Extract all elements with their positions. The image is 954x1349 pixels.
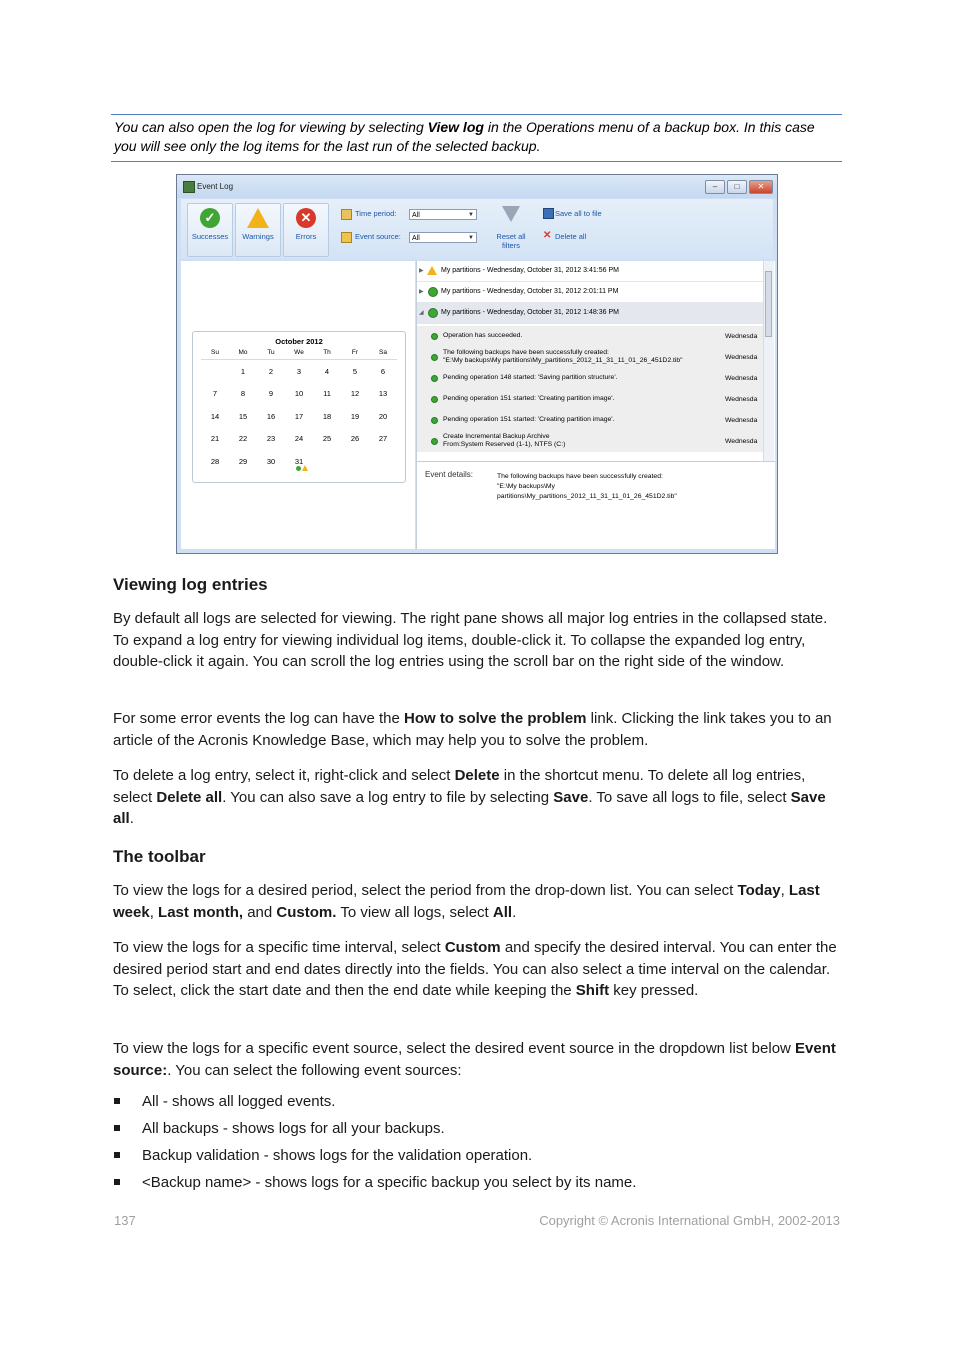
bullet-square-icon <box>114 1152 120 1158</box>
text-bold: Custom <box>444 939 501 956</box>
errors-button[interactable] <box>283 203 329 257</box>
paragraph-default-logs: By default all logs are selected for viewing. The right pane shows all major log entries in the collapsed state. To expand a log entry for viewing individual log items, double-click it. To collapse the expanded log entry, double-click it again. You can scroll the log entries using the scroll bar on the right side of the window. <box>113 610 828 670</box>
paragraph-time-period <box>113 880 841 923</box>
log-item[interactable] <box>417 368 763 390</box>
text-run: and <box>243 903 277 921</box>
note-bold-view-log: View log <box>427 119 484 135</box>
log-item-text <box>443 349 723 365</box>
text-bold: Last month, <box>158 903 244 921</box>
error-x-icon: ✕ <box>296 208 316 228</box>
log-item-date: Wednesda <box>725 354 758 361</box>
log-item-line: The following backups have been successfully created: <box>443 349 609 356</box>
expand-arrow-icon[interactable]: ▶ <box>419 289 424 295</box>
event-details-line: "E:\My backups\My <box>497 483 555 490</box>
log-item[interactable] <box>417 410 763 432</box>
calendar-day[interactable]: 20 <box>378 411 388 421</box>
weekday: Tu <box>267 349 275 356</box>
reset-filters-label-2: filters <box>502 241 520 250</box>
text-run: To view the logs for a specific time interval, select <box>113 939 445 956</box>
bullet-text: <Backup name> - shows logs for a specific backup you select by its name. <box>142 1174 637 1191</box>
bullet-square-icon <box>114 1098 120 1104</box>
log-entry-expanded[interactable] <box>417 303 763 324</box>
log-item-date: Wednesda <box>725 333 758 340</box>
calendar-day[interactable]: 25 <box>322 434 332 444</box>
text-run: in the shortcut menu. To delete all log entries, select <box>113 767 806 806</box>
calendar-day[interactable]: 22 <box>238 434 248 444</box>
log-item-line: From:System Reserved (1-1), NTFS (C:) <box>443 441 566 448</box>
event-log-window <box>176 174 778 554</box>
delete-all-link[interactable]: Delete all <box>555 232 587 241</box>
weekday: We <box>294 349 304 356</box>
log-item-text <box>443 433 723 449</box>
calendar-day[interactable]: 12 <box>350 389 360 399</box>
calendar-day[interactable]: 11 <box>323 389 331 399</box>
paragraph-how-to-solve <box>113 708 841 751</box>
log-entry-text: My partitions - Wednesday, October 31, 2012 1:48:36 PM <box>441 309 619 316</box>
text-run: . <box>512 903 517 921</box>
calendar-day[interactable]: 3 <box>296 366 302 376</box>
log-item-date: Wednesda <box>725 438 758 445</box>
calendar-week <box>193 360 405 383</box>
successes-button[interactable] <box>187 203 233 257</box>
calendar-day[interactable]: 4 <box>324 366 330 376</box>
calendar-icon <box>341 209 352 220</box>
success-icon <box>428 287 438 297</box>
log-entry-text: My partitions - Wednesday, October 31, 2012 3:41:56 PM <box>441 267 619 274</box>
log-item-line: Pending operation 148 started: 'Saving partition structure'. <box>443 374 618 381</box>
window-titlebar <box>177 175 777 198</box>
log-item-date: Wednesda <box>725 375 758 382</box>
save-all-link[interactable]: Save all to file <box>555 209 602 218</box>
success-icon <box>431 375 438 382</box>
log-item-text <box>443 332 723 340</box>
event-details-line: partitions\My_partitions_2012_11_31_11_01_26_451D2.tib" <box>497 493 677 500</box>
log-entry[interactable] <box>417 261 763 282</box>
log-item-text <box>443 374 723 382</box>
success-icon <box>431 417 438 424</box>
event-details-label: Event details: <box>425 470 474 479</box>
time-period-select[interactable] <box>409 209 477 220</box>
warning-icon <box>427 266 437 275</box>
event-source-icon <box>341 232 352 243</box>
calendar-day[interactable]: 23 <box>266 434 276 444</box>
event-log-toolbar <box>181 199 773 259</box>
calendar-week <box>193 383 405 406</box>
log-item-line: Operation has succeeded. <box>443 332 523 339</box>
calendar <box>192 331 406 483</box>
calendar-day[interactable]: 21 <box>210 434 220 444</box>
success-check-icon: ✓ <box>200 208 220 228</box>
note-text-start: You can also open the log for viewing by selecting <box>114 119 428 135</box>
collapse-arrow-icon[interactable]: ◢ <box>419 310 424 316</box>
time-period-value: All <box>412 212 420 219</box>
success-icon <box>431 396 438 403</box>
text-bold: Shift <box>575 982 610 999</box>
calendar-day[interactable]: 15 <box>238 411 248 421</box>
text-run: To delete a log entry, select it, right-click and select <box>113 767 455 784</box>
window-title: Event Log <box>197 182 234 191</box>
calendar-day[interactable]: 30 <box>266 456 276 466</box>
log-item-line: Pending operation 151 started: 'Creating partition image'. <box>443 416 615 423</box>
calendar-day[interactable]: 13 <box>378 389 388 399</box>
calendar-day[interactable]: 26 <box>350 434 360 444</box>
maximize-button[interactable]: □ <box>727 180 747 194</box>
log-item-date: Wednesda <box>725 417 758 424</box>
success-icon <box>431 354 438 361</box>
text-bold: Today <box>737 882 781 899</box>
weekday: Fr <box>351 349 359 356</box>
text-bold: Event source: <box>113 1040 836 1079</box>
log-item-line: Create Incremental Backup Archive <box>443 433 550 440</box>
bullet-text: Backup validation - shows logs for the validation operation. <box>142 1147 533 1164</box>
text-run: . You can also save a log entry to file by selecting <box>222 788 554 806</box>
log-item-date: Wednesda <box>725 396 758 403</box>
log-entry-text: My partitions - Wednesday, October 31, 2012 2:01:11 PM <box>441 288 619 295</box>
text-run: To view the logs for a specific event source, select the desired event source in the dropdown list below <box>113 1040 796 1057</box>
calendar-day[interactable]: 7 <box>212 389 218 399</box>
time-period-label: Time period: <box>355 209 397 218</box>
warnings-label: Warnings <box>242 232 274 241</box>
calendar-week <box>193 450 405 473</box>
bullet-square-icon <box>114 1125 120 1131</box>
text-bold: Delete all <box>156 788 223 806</box>
heading-viewing-log-entries: Viewing log entries <box>113 575 268 594</box>
calendar-day[interactable]: 8 <box>240 389 246 399</box>
calendar-day[interactable]: 9 <box>268 389 274 399</box>
calendar-day-number: 31 <box>294 456 304 466</box>
calendar-weekdays <box>193 349 405 356</box>
text-run: key pressed. <box>609 982 699 999</box>
log-scrollbar[interactable] <box>763 261 774 461</box>
text-run: To view the logs for a desired period, select the period from the drop-down list. You can select <box>113 882 738 899</box>
calendar-day[interactable]: 16 <box>266 411 276 421</box>
calendar-day[interactable]: 28 <box>210 456 220 466</box>
calendar-week <box>193 405 405 428</box>
scrollbar-thumb[interactable] <box>765 271 772 337</box>
calendar-day[interactable]: 17 <box>294 411 304 421</box>
log-entries-pane <box>416 261 775 549</box>
weekday: Mo <box>238 349 248 356</box>
chevron-down-icon: ▼ <box>468 235 474 241</box>
reset-filters-button[interactable] <box>491 203 531 253</box>
weekday: Th <box>323 349 331 356</box>
event-source-value: All <box>412 235 420 242</box>
calendar-pane <box>181 261 415 549</box>
calendar-month: October 2012 <box>275 337 323 346</box>
log-item-line: Pending operation 151 started: 'Creating partition image'. <box>443 395 615 402</box>
calendar-day[interactable]: 2 <box>268 366 274 376</box>
note-text-end: in the Operations menu of a backup box. In this case you will see only the log items for the last run of the selected backup. <box>114 119 815 154</box>
text-bold: All <box>492 903 513 921</box>
text-bold: Last week <box>113 882 820 921</box>
text-run: To view all logs, select <box>336 903 493 921</box>
delete-x-icon: ✕ <box>543 230 552 241</box>
log-item[interactable] <box>417 431 763 453</box>
event-source-select[interactable] <box>409 232 477 243</box>
save-disk-icon <box>543 208 554 219</box>
calendar-day[interactable]: 6 <box>380 366 386 376</box>
success-icon <box>428 308 438 318</box>
warning-marker-icon <box>302 465 308 471</box>
details-divider <box>417 461 775 462</box>
paragraph-event-source <box>113 1038 841 1081</box>
calendar-day[interactable]: 27 <box>378 434 388 444</box>
text-run: link. Clicking the link takes you to an article of the Acronis Knowledge Base, which may help you to solve the problem. <box>113 710 832 749</box>
calendar-day-31[interactable] <box>285 457 313 466</box>
note-box <box>111 114 842 162</box>
page-number: 137 <box>114 1213 136 1228</box>
bullet-text: All - shows all logged events. <box>142 1093 336 1110</box>
calendar-day[interactable]: 29 <box>238 456 248 466</box>
calendar-day[interactable]: 14 <box>210 411 220 421</box>
text-run: . To save all logs to file, select <box>588 788 791 806</box>
log-item[interactable] <box>417 347 763 369</box>
paragraph-custom-interval <box>113 937 841 1002</box>
weekday: Su <box>211 349 219 356</box>
log-item[interactable] <box>417 389 763 411</box>
successes-label: Successes <box>191 232 229 241</box>
text-run: . <box>129 810 134 827</box>
calendar-day[interactable]: 10 <box>294 389 304 399</box>
event-source-label: Event source: <box>355 232 401 241</box>
calendar-day[interactable]: 1 <box>240 366 246 376</box>
calendar-day[interactable]: 24 <box>294 434 304 444</box>
calendar-day[interactable]: 18 <box>322 411 332 421</box>
text-run: For some error events the log can have the <box>113 710 404 727</box>
calendar-day[interactable]: 5 <box>352 366 358 376</box>
success-icon <box>431 333 438 340</box>
log-item-line: "E:\My backups\My partitions\My_partitions_2012_11_31_11_01_26_451D2.tib" <box>443 357 683 364</box>
calendar-week <box>193 428 405 451</box>
event-details-text <box>497 472 757 502</box>
copyright-text: Copyright © Acronis International GmbH, 2002-2013 <box>539 1213 840 1228</box>
reset-filters-label-1: Reset all <box>496 232 526 241</box>
minimize-button[interactable]: – <box>705 180 725 194</box>
heading-the-toolbar: The toolbar <box>113 847 206 866</box>
text-bold: How to solve the problem <box>403 710 587 727</box>
text-run: and specify the desired interval. You can enter the desired period start and end dates directly into the fields. You can also select a time interval on the calendar. To select, click the start date and then the end date while keeping the <box>113 939 837 999</box>
log-item-text <box>443 395 723 403</box>
text-run: , <box>149 903 159 921</box>
chevron-down-icon: ▼ <box>468 212 474 218</box>
text-bold: Custom. <box>276 903 337 921</box>
success-icon <box>431 438 438 445</box>
status-marker-icon <box>296 466 301 471</box>
warnings-button[interactable] <box>235 203 281 257</box>
text-run: , <box>780 882 789 899</box>
log-item-text <box>443 416 723 424</box>
text-bold: Save all <box>113 788 826 827</box>
paragraph-delete-entry <box>113 765 841 830</box>
weekday: Sa <box>379 349 387 356</box>
funnel-icon <box>502 206 520 222</box>
app-icon <box>183 181 195 193</box>
text-bold: Save <box>553 788 589 806</box>
bullet-square-icon <box>114 1179 120 1185</box>
close-button[interactable]: ✕ <box>749 180 773 194</box>
errors-label: Errors <box>295 232 317 241</box>
warning-triangle-icon <box>247 208 269 228</box>
calendar-day[interactable]: 19 <box>350 411 360 421</box>
expand-arrow-icon[interactable]: ▶ <box>419 268 424 274</box>
log-item[interactable] <box>417 326 763 348</box>
event-details-line: The following backups have been successfully created: <box>497 473 663 480</box>
log-entry[interactable] <box>417 282 763 303</box>
bullet-text: All backups - shows logs for all your backups. <box>142 1120 445 1137</box>
text-bold: Delete <box>454 767 500 784</box>
text-run: . You can select the following event sources: <box>167 1061 462 1079</box>
